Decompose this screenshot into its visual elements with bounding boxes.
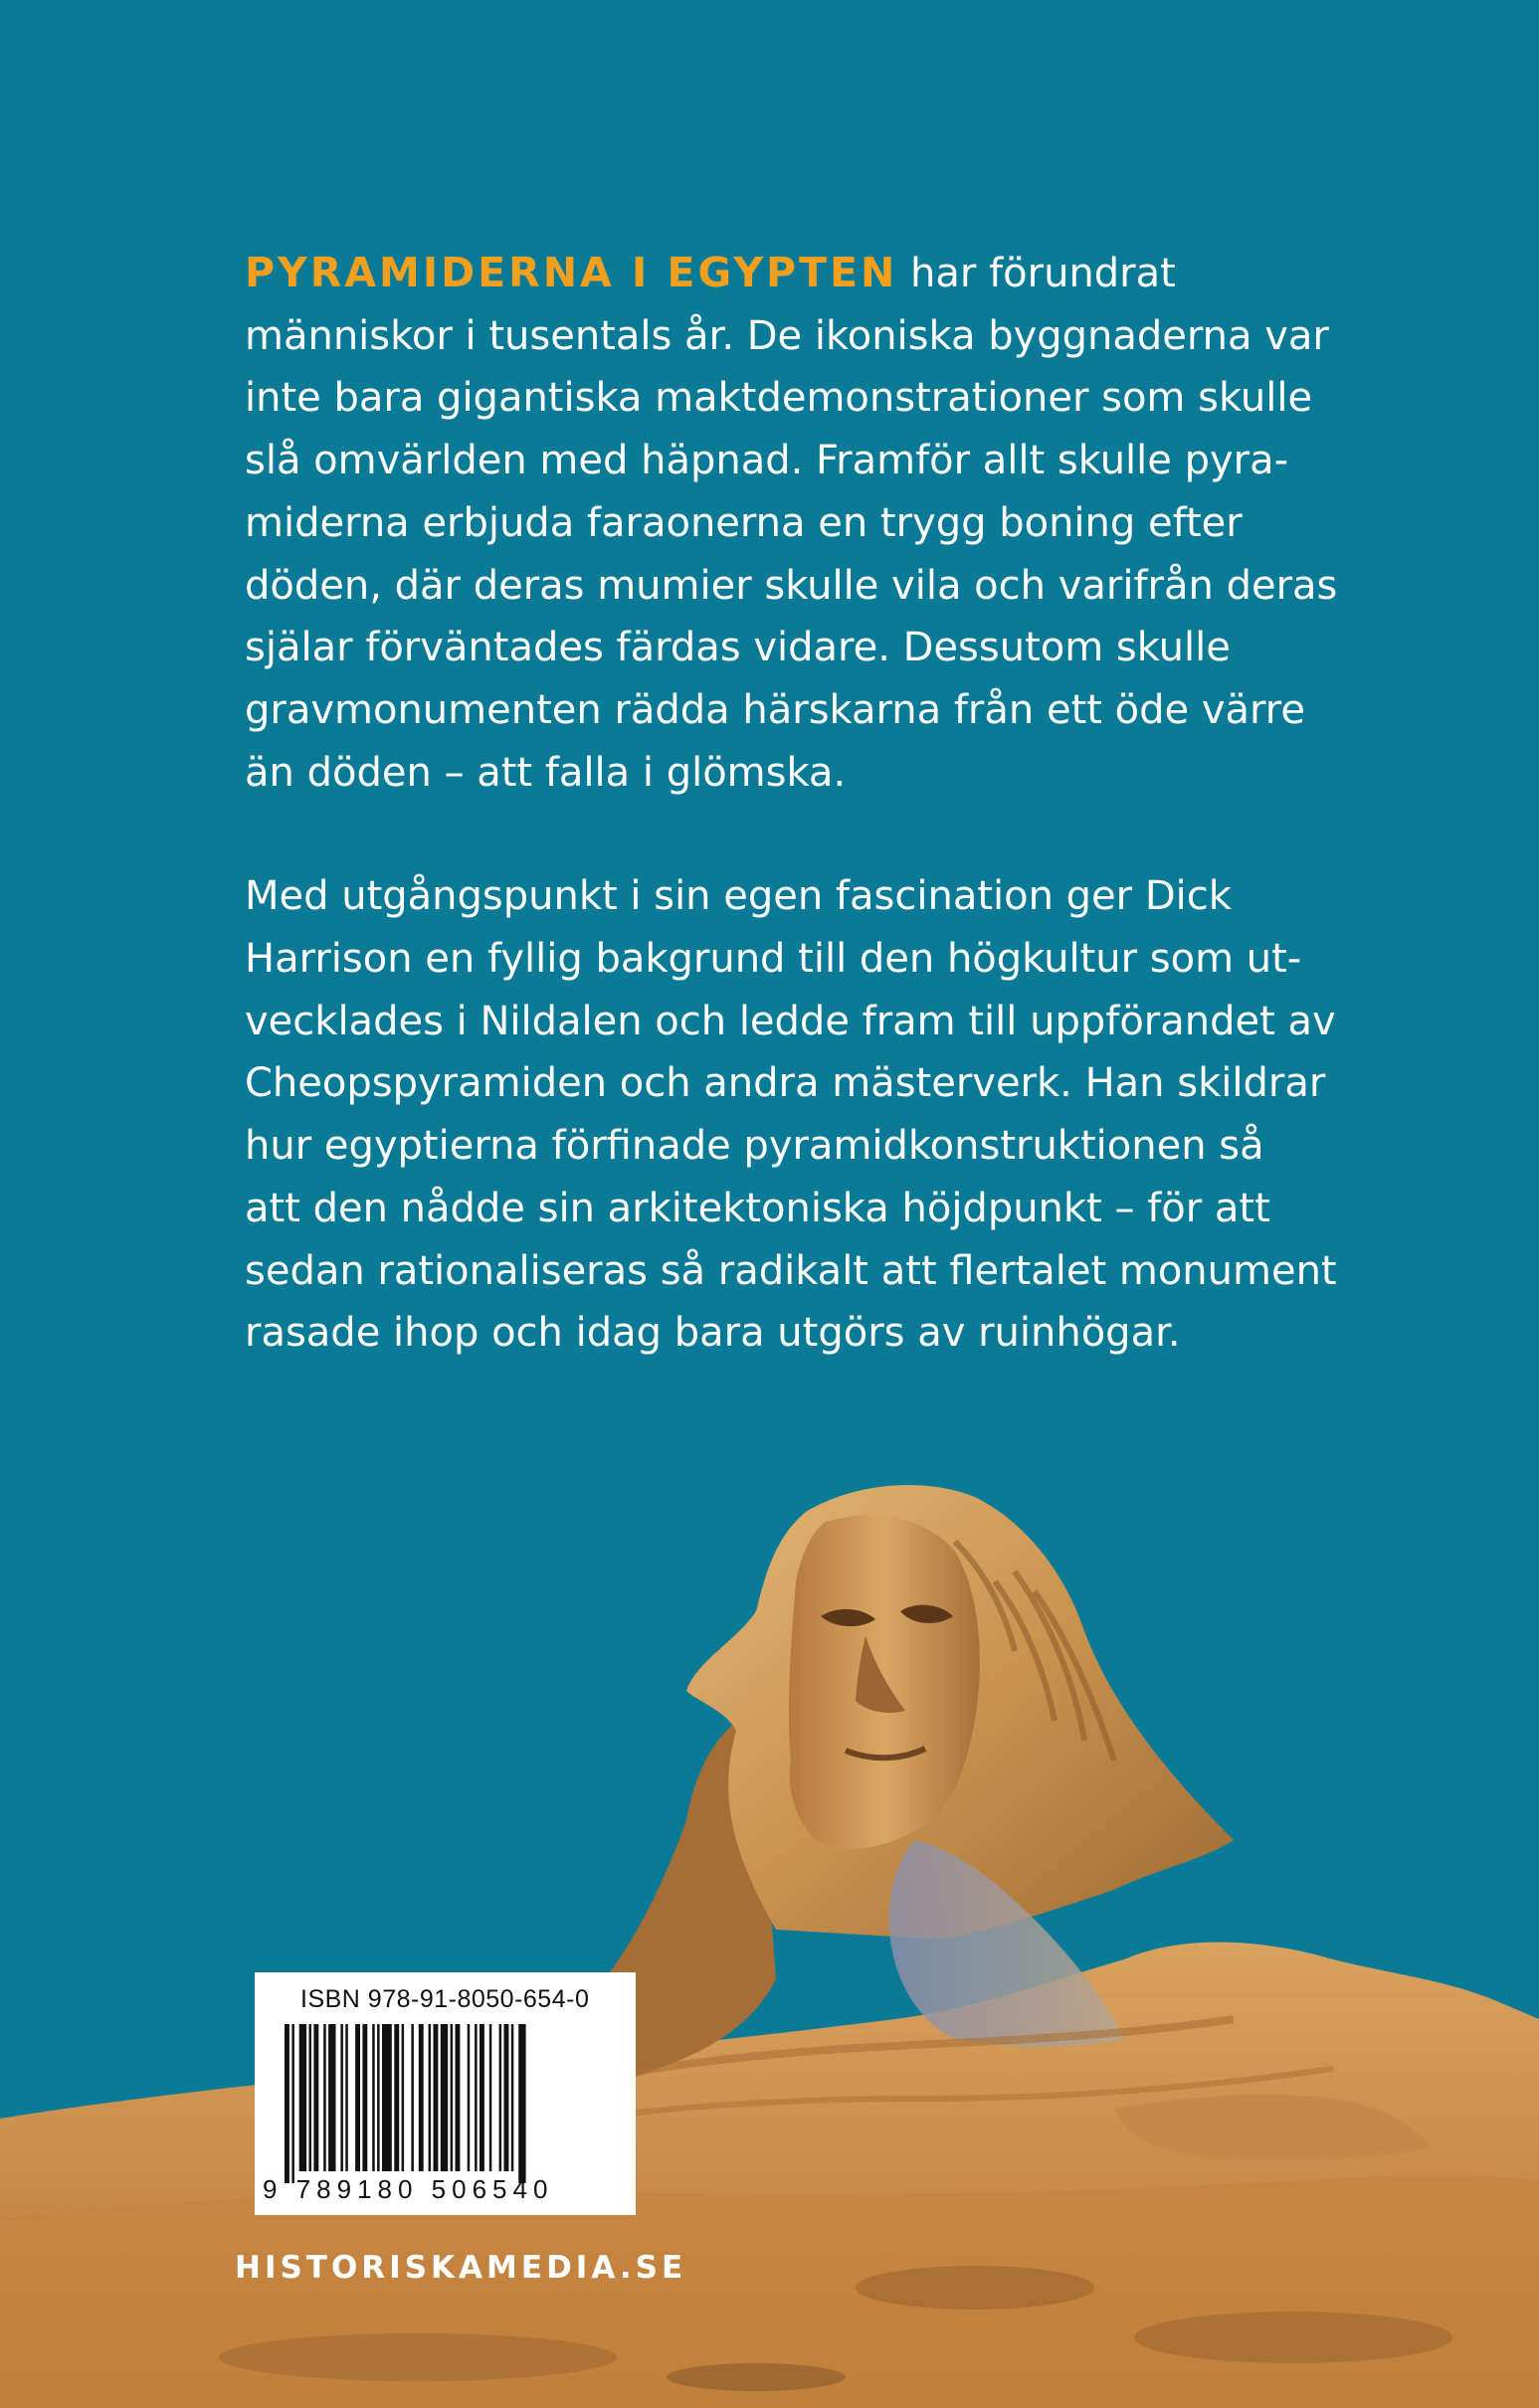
blurb-line: vecklades i Nildalen och ledde fram till uppförandet av (245, 998, 1336, 1044)
blurb-line: själar förväntades färdas vidare. Dessutom skulle (245, 625, 1231, 671)
publisher-website: HISTORISKAMEDIA.SE (235, 2250, 687, 2286)
blurb-line: Cheopspyramiden och andra mästerverk. Han skildrar (245, 1060, 1326, 1107)
barcode-bar (451, 2024, 454, 2171)
blurb-line: än döden – att falla i glömska. (245, 749, 847, 796)
barcode-bar (323, 2024, 326, 2171)
barcode-bar (429, 2024, 432, 2171)
barcode-bar (285, 2024, 289, 2183)
barcode-bar (499, 2024, 502, 2171)
barcode-bar (518, 2024, 525, 2183)
blurb-line: sedan rationaliseras så radikalt att flertalet monument (245, 1247, 1337, 1294)
blurb-line: miderna erbjuda faraonerna en trygg boning efter (245, 499, 1243, 546)
barcode-bar (355, 2024, 360, 2171)
blurb-line: döden, där deras mumier skulle vila och varifrån deras (245, 562, 1338, 609)
isbn-barcode (255, 1972, 636, 2215)
barcode-bar (434, 2024, 439, 2171)
blurb-paragraph-2 (245, 865, 1337, 1365)
barcode-bar (511, 2024, 514, 2171)
barcode-bar (291, 2024, 294, 2183)
barcode-bar (480, 2024, 484, 2171)
blurb-line: inte bara gigantiska maktdemonstrationer som skulle (245, 375, 1313, 422)
blurb-line: människor i tusentals år. De ikoniska byggnaderna var (245, 312, 1329, 359)
barcode-bar (299, 2024, 306, 2171)
barcode-bar (475, 2024, 478, 2171)
blurb-text (245, 242, 1338, 1365)
blurb-title: PYRAMIDERNA I EGYPTEN (245, 249, 898, 296)
barcode-bar (328, 2024, 335, 2171)
barcode-bar (504, 2024, 509, 2171)
blurb-line: slå omvärlden med häpnad. Framför allt skulle pyra- (245, 438, 1289, 484)
barcode-bar (309, 2024, 312, 2171)
blurb-line: Med utgångspunkt i sin egen fascination ger Dick (245, 873, 1232, 920)
barcode-bar (468, 2024, 471, 2171)
barcode-bar (340, 2024, 343, 2171)
blurb-line: att den nådde sin arkitektoniska höjdpunkt – för att (245, 1185, 1270, 1231)
barcode-bar (441, 2024, 448, 2171)
barcode-bar (456, 2024, 461, 2171)
blurb-line: gravmonumenten rädda härskarna från ett öde värre (245, 686, 1305, 733)
barcode-bar (419, 2024, 424, 2171)
barcode-digits: 9 789180 506540 (263, 2174, 554, 2204)
isbn-label: ISBN 978-91-8050-654-0 (300, 1985, 590, 2013)
blurb-paragraph-1 (245, 242, 1338, 804)
barcode-bar (362, 2024, 367, 2171)
blurb-line (245, 242, 1329, 305)
barcode-bar (489, 2024, 492, 2171)
blurb-line: Harrison en fyllig bakgrund till den högkultur som ut- (245, 936, 1302, 983)
barcode-bar (411, 2024, 414, 2171)
sphinx-illustration (0, 1462, 1539, 2408)
barcode-bar (402, 2024, 405, 2171)
barcode-bar (382, 2024, 392, 2171)
barcode-bar (313, 2024, 318, 2171)
barcode-bar (377, 2024, 380, 2171)
barcode-bar (394, 2024, 399, 2171)
barcode-bar (345, 2024, 348, 2171)
blurb-line: hur egyptierna förfinade pyramidkonstruktionen så (245, 1123, 1264, 1170)
blurb-line: rasade ihop och idag bara utgörs av ruinhögar. (245, 1310, 1181, 1357)
blurb-line-text: har förundrat (897, 251, 1176, 296)
barcode-bar (372, 2024, 375, 2171)
